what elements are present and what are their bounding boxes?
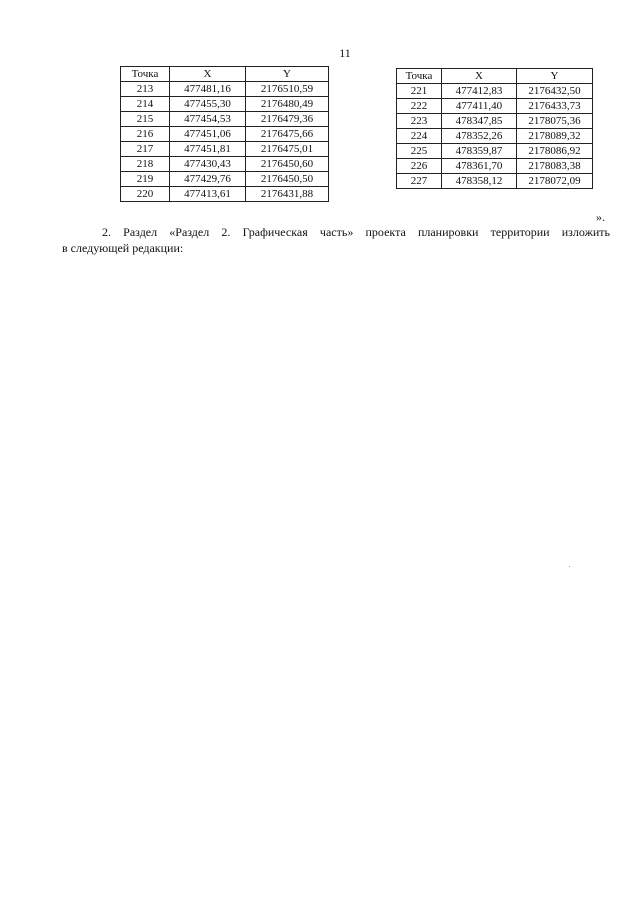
x-cell: 477413,61 bbox=[170, 187, 246, 202]
table-row bbox=[397, 159, 593, 174]
y-cell: 2178072,09 bbox=[517, 174, 593, 189]
y-cell: 2176475,01 bbox=[246, 142, 329, 157]
point-cell: 218 bbox=[121, 157, 170, 172]
x-cell: 478359,87 bbox=[442, 144, 517, 159]
point-cell: 214 bbox=[121, 97, 170, 112]
x-cell: 478358,12 bbox=[442, 174, 517, 189]
point-cell: 213 bbox=[121, 82, 170, 97]
x-cell: 477454,53 bbox=[170, 112, 246, 127]
point-cell: 226 bbox=[397, 159, 442, 174]
table-row bbox=[121, 142, 329, 157]
x-cell: 477429,76 bbox=[170, 172, 246, 187]
table-header-row bbox=[121, 67, 329, 82]
x-cell: 477451,06 bbox=[170, 127, 246, 142]
point-cell: 217 bbox=[121, 142, 170, 157]
point-cell: 225 bbox=[397, 144, 442, 159]
y-cell: 2176433,73 bbox=[517, 99, 593, 114]
y-cell: 2178083,38 bbox=[517, 159, 593, 174]
point-cell: 224 bbox=[397, 129, 442, 144]
y-cell: 2176431,88 bbox=[246, 187, 329, 202]
point-cell: 221 bbox=[397, 84, 442, 99]
x-cell: 477455,30 bbox=[170, 97, 246, 112]
table-row bbox=[397, 114, 593, 129]
x-cell: 478352,26 bbox=[442, 129, 517, 144]
paragraph-line-1: 2. Раздел «Раздел 2. Графическая часть» проекта планировки территории изложить bbox=[102, 225, 610, 239]
x-cell: 477430,43 bbox=[170, 157, 246, 172]
point-cell: 219 bbox=[121, 172, 170, 187]
y-cell: 2178089,32 bbox=[517, 129, 593, 144]
y-cell: 2176450,60 bbox=[246, 157, 329, 172]
table-row bbox=[397, 84, 593, 99]
table-row bbox=[397, 144, 593, 159]
y-cell: 2176510,59 bbox=[246, 82, 329, 97]
paragraph-line-2: в следующей редакции: bbox=[62, 241, 184, 255]
table-row bbox=[121, 82, 329, 97]
table-row bbox=[121, 172, 329, 187]
scan-speck bbox=[569, 566, 570, 567]
coordinates-table-right bbox=[396, 68, 593, 189]
y-cell: 2176450,50 bbox=[246, 172, 329, 187]
table-row bbox=[121, 127, 329, 142]
y-cell: 2176432,50 bbox=[517, 84, 593, 99]
table-row bbox=[397, 99, 593, 114]
table-row bbox=[121, 97, 329, 112]
x-cell: 477451,81 bbox=[170, 142, 246, 157]
column-header-x: X bbox=[442, 69, 517, 84]
table-row bbox=[121, 112, 329, 127]
point-cell: 222 bbox=[397, 99, 442, 114]
column-header-y: Y bbox=[246, 67, 329, 82]
page-number: 11 bbox=[339, 46, 351, 60]
x-cell: 477481,16 bbox=[170, 82, 246, 97]
point-cell: 216 bbox=[121, 127, 170, 142]
column-header-y: Y bbox=[517, 69, 593, 84]
y-cell: 2176475,66 bbox=[246, 127, 329, 142]
x-cell: 478347,85 bbox=[442, 114, 517, 129]
column-header-x: X bbox=[170, 67, 246, 82]
y-cell: 2176480,49 bbox=[246, 97, 329, 112]
table-row bbox=[397, 174, 593, 189]
y-cell: 2176479,36 bbox=[246, 112, 329, 127]
y-cell: 2178075,36 bbox=[517, 114, 593, 129]
table-row bbox=[121, 157, 329, 172]
x-cell: 477411,40 bbox=[442, 99, 517, 114]
point-cell: 215 bbox=[121, 112, 170, 127]
table-row bbox=[397, 129, 593, 144]
x-cell: 478361,70 bbox=[442, 159, 517, 174]
closing-quote: ». bbox=[596, 210, 605, 224]
amendment-paragraph bbox=[62, 224, 610, 256]
column-header-point: Точка bbox=[397, 69, 442, 84]
y-cell: 2178086,92 bbox=[517, 144, 593, 159]
table-row bbox=[121, 187, 329, 202]
table-header-row bbox=[397, 69, 593, 84]
point-cell: 223 bbox=[397, 114, 442, 129]
column-header-point: Точка bbox=[121, 67, 170, 82]
point-cell: 227 bbox=[397, 174, 442, 189]
point-cell: 220 bbox=[121, 187, 170, 202]
coordinates-table-left bbox=[120, 66, 329, 202]
x-cell: 477412,83 bbox=[442, 84, 517, 99]
